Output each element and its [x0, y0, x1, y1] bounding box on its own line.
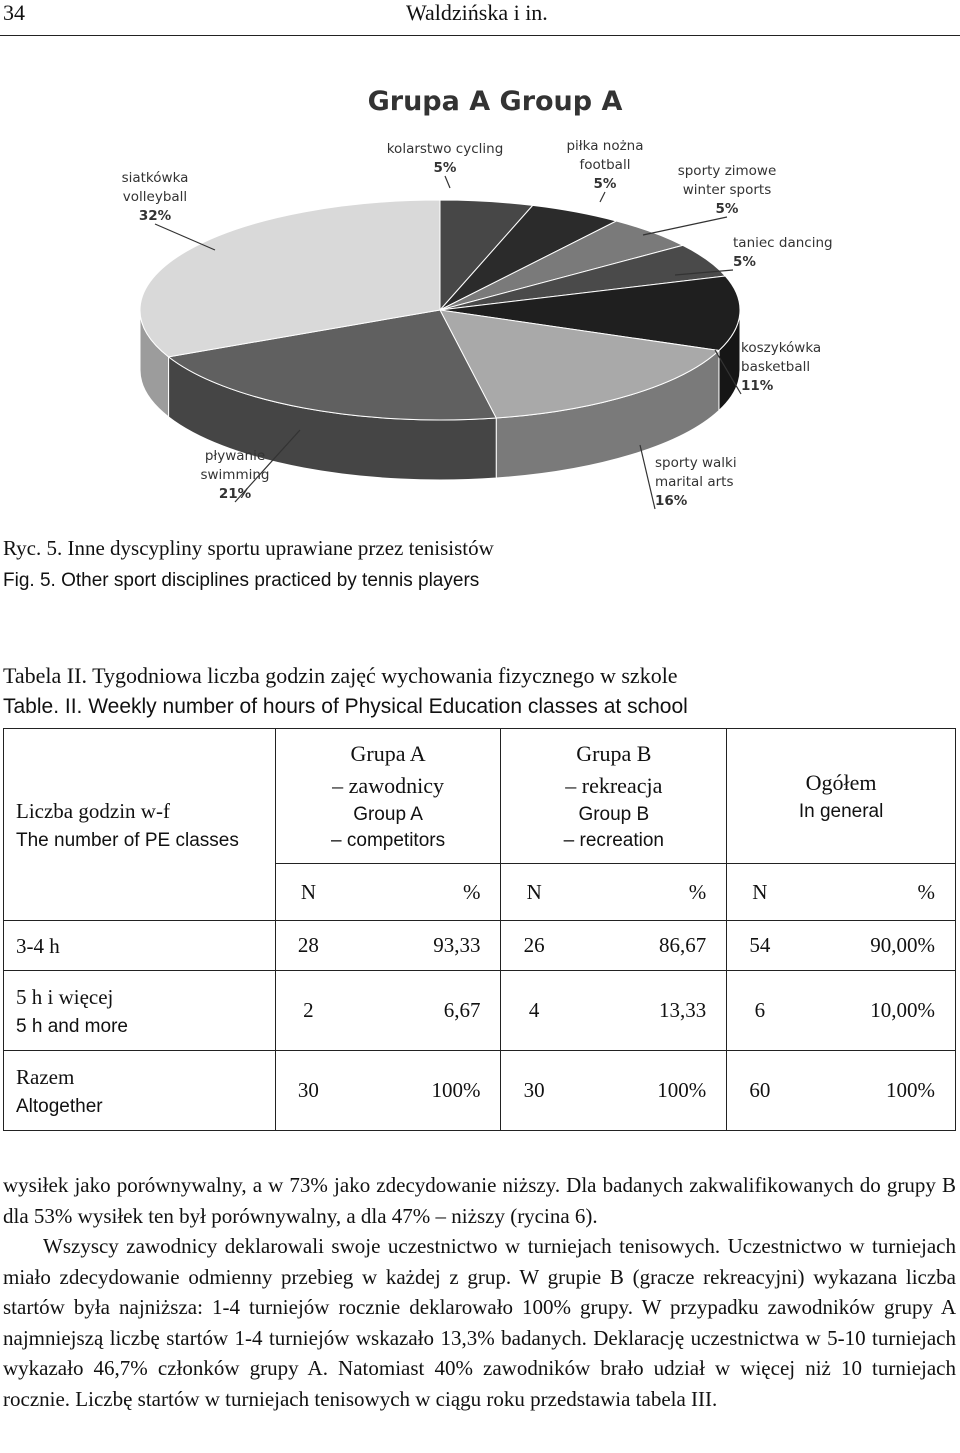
sub-pct-total: %: [793, 864, 956, 921]
pie-leader-line: [640, 445, 655, 509]
pie-label: piłka nożna football 5%: [566, 138, 644, 192]
pie-label: pływanie swimming 21%: [200, 448, 270, 502]
row-label-en: Altogether: [16, 1095, 103, 1117]
page-number: 34: [3, 0, 25, 25]
group-a-pl1: Grupa A: [350, 741, 426, 766]
sub-n-a: N: [275, 864, 341, 921]
pie-chart-figure: [95, 75, 895, 525]
sub-n-b: N: [501, 864, 567, 921]
cell: 100%: [793, 1051, 956, 1131]
group-b-pl1: Grupa B: [576, 741, 652, 766]
running-title: Waldzińska i in.: [406, 0, 548, 25]
table-caption-en: Table. II. Weekly number of hours of Physical Education classes at school: [3, 695, 688, 718]
header-group-a: [275, 729, 501, 864]
header-total: [727, 729, 956, 864]
paragraph: Wszyscy zawodnicy deklarowali swoje uczestnictwo w turniejach tenisowych. Uczestnictwo w turniejach miało zdecydowanie odmienny przebieg w każdej z grup. W grupie B (gracze rekreacyjni) wykazana liczba startów była najniższa: 1-4 turniejów rocznie deklarowało 100% grupy. W przypadku zawodników grupy A najmniejszą liczbę startów 1-4 turniejów wskazało 13,3% badanych. Deklarację uczestnictwa w 5-10 turniejach wykazało 46,7% członków grupy A. Natomiast 40% zawodników brało udział w więcej niż 10 turniejach rocznie. Liczbę startów w turniejach tenisowych w ciągu roku przedstawia tabela III.: [3, 1234, 956, 1411]
row-label: [4, 1051, 276, 1131]
cell: 30: [275, 1051, 341, 1131]
pie-label: kolarstwo cycling 5%: [386, 141, 504, 176]
cell: 100%: [567, 1051, 727, 1131]
cell: 26: [501, 921, 567, 971]
pie-label: siatkówka volleyball 32%: [121, 170, 189, 224]
paragraph: wysiłek jako porównywalny, a w 73% jako zdecydowanie niższy. Dla badanych zakwalifikowanych do grupy B dla 53% wysiłek ten był porównywalny, a dla 47% – niższy (rycina 6).: [3, 1173, 956, 1228]
cell: 93,33: [341, 921, 501, 971]
sub-pct-b: %: [567, 864, 727, 921]
header-hours-pl: Liczba godzin w-f: [16, 798, 170, 823]
cell: 100%: [341, 1051, 501, 1131]
cell: 86,67: [567, 921, 727, 971]
pie-leader-line: [643, 217, 727, 235]
hours-table: [3, 728, 956, 1131]
group-b-en2: – recreation: [563, 830, 664, 851]
row-label: [4, 971, 276, 1051]
table-row: [4, 971, 956, 1051]
group-a-pl2: – zawodnicy: [332, 773, 444, 798]
header-hours-cell: [4, 729, 276, 921]
pie-chart: [95, 75, 895, 525]
row-label-en: 5 h and more: [16, 1015, 128, 1037]
pie-leader-line: [445, 176, 450, 188]
cell: 6,67: [341, 971, 501, 1051]
cell: 13,33: [567, 971, 727, 1051]
page-header: [0, 0, 960, 40]
row-label-pl: 3-4 h: [16, 933, 60, 958]
table-header-row: [4, 729, 956, 864]
cell: 90,00%: [793, 921, 956, 971]
total-en: In general: [798, 801, 884, 822]
pie-label: koszykówka basketball 11%: [741, 340, 822, 394]
header-rule: [0, 35, 960, 36]
group-a-en2: – competitors: [331, 830, 446, 851]
cell: 54: [727, 921, 793, 971]
pie-label: taniec dancing 5%: [733, 235, 833, 270]
row-label-pl: Razem: [16, 1064, 75, 1089]
pie-label: sporty zimowe winter sports 5%: [677, 163, 777, 217]
sub-pct-a: %: [341, 864, 501, 921]
figure-caption-pl: Ryc. 5. Inne dyscypliny sportu uprawiane przez tenisistów: [3, 536, 494, 560]
row-label: [4, 921, 276, 971]
group-a-en1: Group A: [353, 804, 423, 825]
cell: 60: [727, 1051, 793, 1131]
total-pl: Ogółem: [805, 770, 877, 795]
group-b-pl2: – rekreacja: [565, 773, 663, 798]
table-row: [4, 1051, 956, 1131]
table-caption-pl: Tabela II. Tygodniowa liczba godzin zajęć wychowania fizycznego w szkole: [3, 663, 678, 688]
cell: 6: [727, 971, 793, 1051]
cell: 4: [501, 971, 567, 1051]
header-hours-en: The number of PE classes: [16, 829, 239, 851]
cell: 10,00%: [793, 971, 956, 1051]
pie-leader-line: [155, 224, 215, 250]
pie-label: sporty walki marital arts 16%: [655, 455, 737, 509]
row-label-pl: 5 h i więcej: [16, 984, 114, 1009]
sub-n-total: N: [727, 864, 793, 921]
group-b-en1: Group B: [578, 804, 650, 825]
cell: 28: [275, 921, 341, 971]
header-group-b: [501, 729, 727, 864]
figure-caption-en: Fig. 5. Other sport disciplines practiced by tennis players: [3, 570, 480, 591]
body-text: [3, 1170, 956, 1414]
table-row: [4, 921, 956, 971]
pie-leader-line: [600, 192, 605, 202]
cell: 30: [501, 1051, 567, 1131]
chart-title: Grupa A Group A: [367, 86, 623, 117]
cell: 2: [275, 971, 341, 1051]
